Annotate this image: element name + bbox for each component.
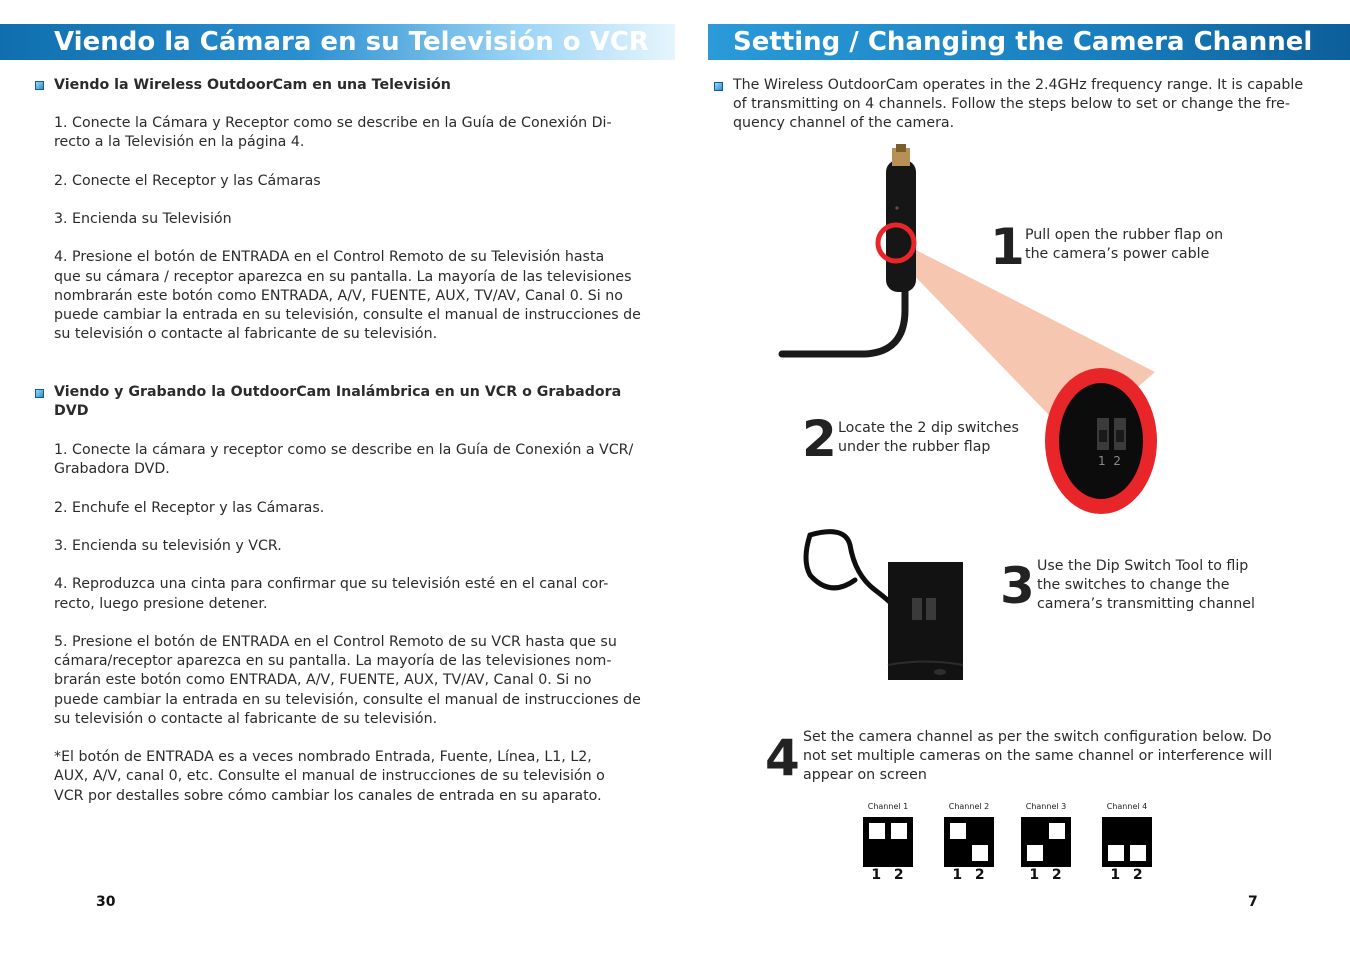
step-2-line: Locate the 2 dip switches [838, 420, 1019, 436]
right-page-title: Setting / Changing the Camera Channel [708, 24, 1350, 60]
step-1-text [1025, 226, 1223, 264]
left-page-title: Viendo la Cámara en su Televisión o VCR [0, 24, 675, 60]
section1-title: Viendo la Wireless OutdoorCam en una Televisión [54, 77, 451, 93]
dip-switch-block [1021, 817, 1071, 867]
step-line: Grabadora DVD. [54, 461, 170, 478]
dip-switch-1 [869, 823, 885, 839]
step-line: recto, luego presione detener. [54, 595, 268, 612]
intro-text [733, 76, 1313, 134]
section1-steps [54, 114, 654, 344]
channel-label: Channel 2 [948, 802, 990, 811]
dip-switch-2 [1049, 823, 1065, 839]
step-4-line: not set multiple cameras on the same channel or interference will [803, 748, 1273, 765]
dip-switch-2 [891, 823, 907, 839]
step-line: su televisión o contacte al fabricante de su televisión. [54, 710, 438, 727]
dip-switch-1 [950, 823, 966, 839]
step-3-line: camera’s transmitting channel [1037, 596, 1255, 613]
step-line: cámara/receptor aparezca en su pantalla. La mayoría de las televisiones nom- [54, 653, 612, 670]
step-line: 4. Reproduzca una cinta para confirmar que su televisión esté en el canal cor- [54, 576, 609, 593]
step-3-text [1037, 557, 1255, 615]
dip-switch-2 [1130, 845, 1146, 861]
step-line: AUX, A/V, canal 0, etc. Consulte el manual de instrucciones de su televisión o [54, 768, 605, 785]
step-3-number: 3 [1000, 557, 1035, 615]
intro-bullet-icon [714, 82, 723, 91]
step-line: que su cámara / receptor aparezca en su pantalla. La mayoría de las televisiones [54, 268, 632, 285]
switch-numbers: 1 2 [871, 867, 905, 883]
step-line: 4. Presione el botón de ENTRADA en el Control Remoto de su Televisión hasta [54, 249, 605, 266]
section2-title-line: DVD [54, 403, 89, 420]
step-line: 1. Conecte la cámara y receptor como se describe en la Guía de Conexión a VCR/ [54, 442, 634, 458]
step-line: *El botón de ENTRADA es a veces nombrado Entrada, Fuente, Línea, L1, L2, [54, 749, 592, 766]
right-page-number: 7 [1248, 894, 1258, 910]
step-1-line: the camera’s power cable [1025, 246, 1210, 263]
step-line: 3. Encienda su televisión y VCR. [54, 537, 282, 554]
switch-numbers: 1 2 [1029, 867, 1063, 883]
step-3-line: Use the Dip Switch Tool to flip [1037, 558, 1249, 574]
section-bullet-icon [35, 389, 44, 398]
channel-label: Channel 4 [1106, 802, 1148, 811]
step-2-text [838, 419, 1019, 457]
channel-label: Channel 3 [1025, 802, 1067, 811]
callout-switch-numbers: 1 2 [1098, 454, 1121, 468]
step-line: puede cambiar la entrada en su televisión, consulte el manual de instrucciones de [54, 306, 641, 323]
step-4-text [803, 728, 1303, 786]
channel-label: Channel 1 [867, 802, 909, 811]
dip-switch-tool-illustration [800, 520, 970, 685]
step-line: 5. Presione el botón de ENTRADA en el Control Remoto de su VCR hasta que su [54, 633, 617, 650]
step-1-number: 1 [990, 218, 1025, 276]
section2-title-line: Viendo y Grabando la OutdoorCam Inalámbrica en un VCR o Grabadora [54, 384, 622, 400]
intro-line: The Wireless OutdoorCam operates in the 2.4GHz frequency range. It is capable [733, 77, 1304, 93]
step-line: 3. Encienda su Televisión [54, 210, 232, 227]
step-line: 2. Enchufe el Receptor y las Cámaras. [54, 499, 325, 516]
step-line: recto a la Televisión en la página 4. [54, 134, 305, 151]
step-line: su televisión o contacte al fabricante de su televisión. [54, 326, 438, 343]
intro-line: quency channel of the camera. [733, 115, 955, 132]
step-4-line: appear on screen [803, 767, 927, 784]
dip-switch-block [944, 817, 994, 867]
step-line: nombrarán este botón como ENTRADA, A/V, FUENTE, AUX, TV/AV, Canal 0. Si no [54, 287, 623, 304]
step-1-line: Pull open the rubber flap on [1025, 227, 1224, 243]
step-4-number: 4 [765, 729, 800, 787]
step-line: puede cambiar la entrada en su televisión, consulte el manual de instrucciones de [54, 691, 641, 708]
left-page-number: 30 [96, 894, 116, 910]
dip-switch-block [1102, 817, 1152, 867]
step-line: brarán este botón como ENTRADA, A/V, FUENTE, AUX, TV/AV, Canal 0. Si no [54, 672, 592, 689]
camera-cable-illustration [770, 140, 1190, 540]
step-line: VCR por destalles sobre cómo cambiar los canales de entrada en su aparato. [54, 787, 602, 804]
switch-numbers: 1 2 [1110, 867, 1144, 883]
dip-switch-2 [972, 845, 988, 861]
step-4-line: Set the camera channel as per the switch configuration below. Do [803, 729, 1272, 745]
step-3-line: the switches to change the [1037, 577, 1230, 594]
section2-title [54, 383, 654, 421]
dip-switch-1 [1027, 845, 1043, 861]
step-2-number: 2 [802, 410, 837, 468]
step-line: 1. Conecte la Cámara y Receptor como se describe en la Guía de Conexión Di- [54, 115, 612, 131]
intro-line: of transmitting on 4 channels. Follow the steps below to set or change the fre- [733, 96, 1290, 113]
switch-numbers: 1 2 [952, 867, 986, 883]
dip-switch-1 [1108, 845, 1124, 861]
section-bullet-icon [35, 81, 44, 90]
dip-switch-block [863, 817, 913, 867]
step-line: 2. Conecte el Receptor y las Cámaras [54, 172, 321, 189]
step-2-line: under the rubber flap [838, 439, 991, 456]
section2-steps [54, 441, 654, 806]
